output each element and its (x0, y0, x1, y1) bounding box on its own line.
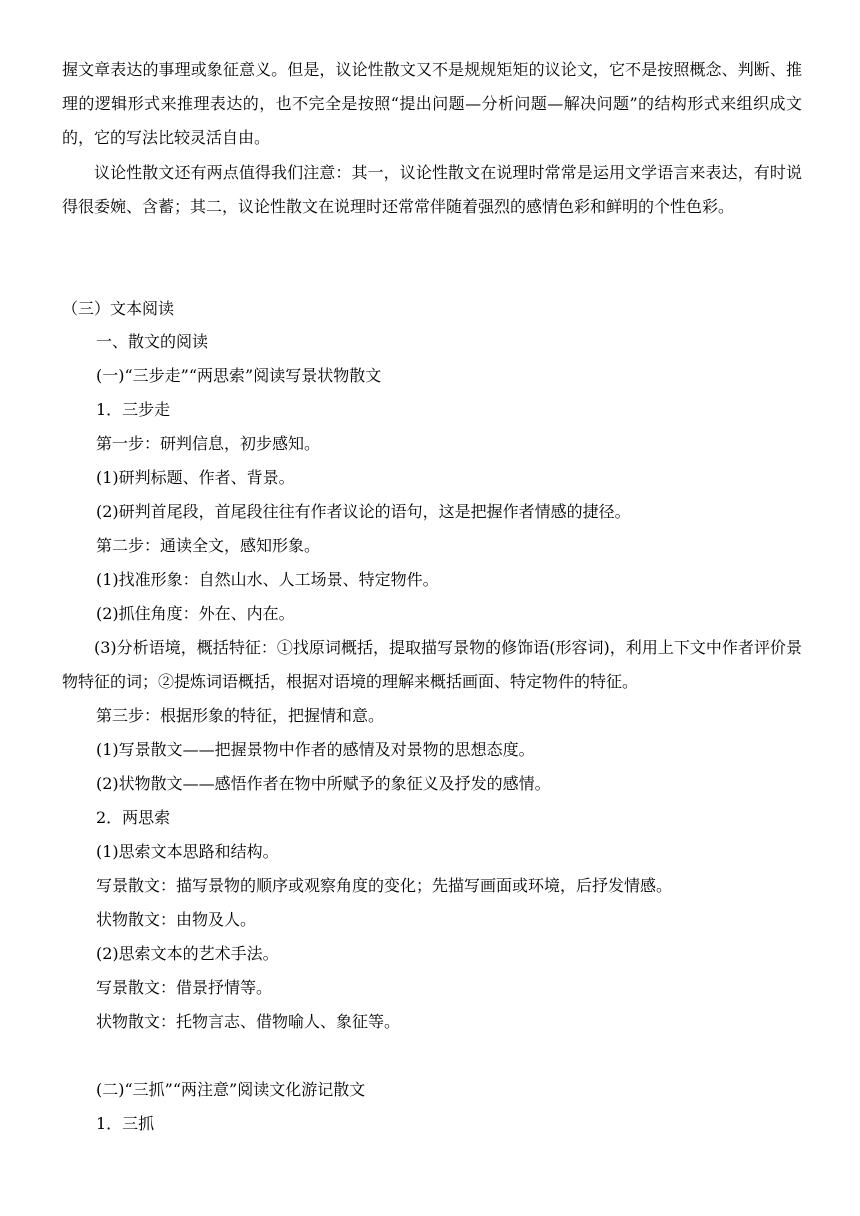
item-three-grasps: 1．三抓 (96, 1114, 155, 1133)
step-one-point-1: (1)研判标题、作者、背景。 (96, 468, 295, 487)
subheading-prose-reading: 一、散文的阅读 (96, 332, 209, 351)
reflection-point-2: (2)思索文本的艺术手法。 (96, 944, 279, 963)
step-two-point-3: (3)分析语境，概括特征：①找原词概括，提取描写景物的修饰语(形容词)，利用上下文中作者评价景物特征的词；②提炼词语概括，根据对语境的理解来概括画面、特定物件的特征。 (62, 638, 802, 691)
step-one-point-2: (2)研判首尾段，首尾段往往有作者议论的语句，这是把握作者情感的捷径。 (96, 502, 631, 521)
step-two-point-2: (2)抓住角度：外在、内在。 (96, 604, 295, 623)
reflection-scenery-prose: 写景散文：描写景物的顺序或观察角度的变化；先描写画面或环境，后抒发情感。 (96, 876, 673, 895)
paragraph-argumentative-essay-form: 握文章表达的事理或象征意义。但是，议论性散文又不是规规矩矩的议论文，它不是按照概念、判断、推理的逻辑形式来推理表达的，也不完全是按照“提出问题—分析问题—解决问题”的结构形式来组织成文的，它的写法比较灵活自由。 (62, 60, 802, 147)
step-three-point-1: (1)写景散文——把握景物中作者的感情及对景物的思想态度。 (96, 740, 535, 759)
technique-scenery-prose: 写景散文：借景抒情等。 (96, 978, 273, 997)
reflection-object-prose: 状物散文：由物及人。 (96, 910, 257, 929)
paragraph-argumentative-essay-notes: 议论性散文还有两点值得我们注意：其一，议论性散文在说理时常常是运用文学语言来表达，有时说得很委婉、含蓄；其二，议论性散文在说理时还常常伴随着强烈的感情色彩和鲜明的个性色彩。 (62, 163, 802, 216)
step-two-point-1: (1)找准形象：自然山水、人工场景、特定物件。 (96, 570, 439, 589)
item-two-reflections: 2．两思索 (96, 808, 171, 827)
technique-object-prose: 状物散文：托物言志、借物喻人、象征等。 (96, 1012, 401, 1031)
step-three: 第三步：根据形象的特征，把握情和意。 (96, 706, 385, 725)
step-one: 第一步：研判信息，初步感知。 (96, 434, 321, 453)
step-two: 第二步：通读全文，感知形象。 (96, 536, 321, 555)
reflection-point-1: (1)思索文本思路和结构。 (96, 842, 279, 861)
subheading-scenery-object-prose: (一)“三步走”“两思索”阅读写景状物散文 (96, 366, 382, 385)
subheading-cultural-travel-prose: (二)“三抓”“两注意”阅读文化游记散文 (96, 1080, 366, 1099)
step-three-point-2: (2)状物散文——感悟作者在物中所赋予的象征义及抒发的感情。 (96, 774, 551, 793)
section-heading-text-reading: （三）文本阅读 (62, 299, 175, 318)
item-three-steps: 1．三步走 (96, 400, 171, 419)
